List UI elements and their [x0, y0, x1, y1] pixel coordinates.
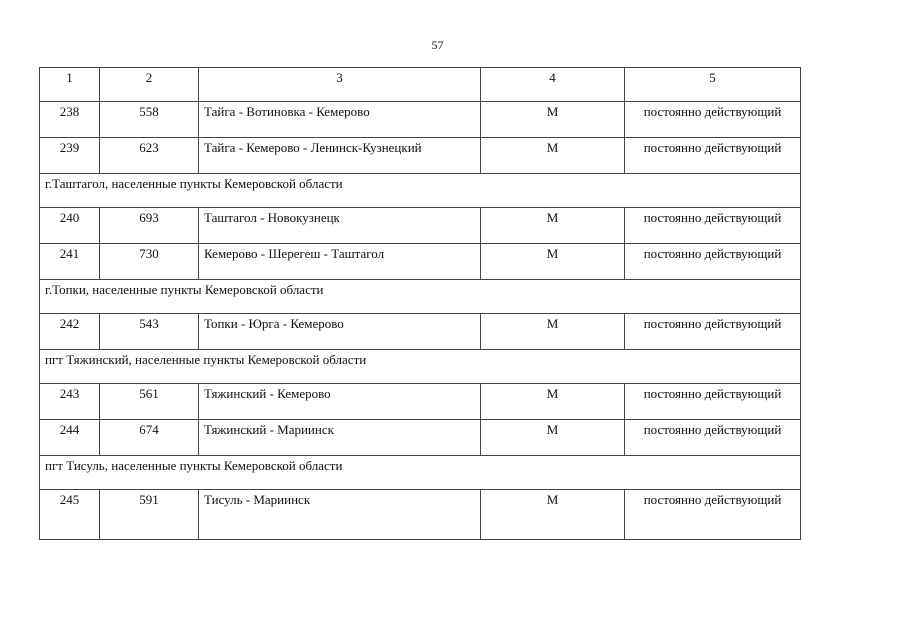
column-header: 4 — [481, 68, 625, 102]
route-class-cell: М — [481, 314, 625, 350]
route-code-cell: 730 — [100, 244, 199, 280]
section-title: пгт Тяжинский, населенные пункты Кемеровской области — [40, 350, 801, 384]
route-mode-cell: постоянно действующий — [625, 420, 801, 456]
route-class-cell: М — [481, 490, 625, 540]
table-header-row — [40, 68, 801, 102]
route-name-cell: Тисуль - Мариинск — [199, 490, 481, 540]
route-class-cell: М — [481, 102, 625, 138]
route-number-cell: 238 — [40, 102, 100, 138]
section-row — [40, 280, 801, 314]
routes-table-body — [40, 68, 801, 540]
route-class-cell: М — [481, 384, 625, 420]
route-number-cell: 240 — [40, 208, 100, 244]
column-header: 1 — [40, 68, 100, 102]
route-name-cell: Топки - Юрга - Кемерово — [199, 314, 481, 350]
route-number-cell: 244 — [40, 420, 100, 456]
section-row — [40, 174, 801, 208]
route-mode-cell: постоянно действующий — [625, 102, 801, 138]
section-row — [40, 456, 801, 490]
table-row — [40, 244, 801, 280]
table-row — [40, 490, 801, 540]
column-header: 2 — [100, 68, 199, 102]
route-number-cell: 242 — [40, 314, 100, 350]
route-mode-cell: постоянно действующий — [625, 490, 801, 540]
table-row — [40, 102, 801, 138]
route-code-cell: 543 — [100, 314, 199, 350]
route-number-cell: 243 — [40, 384, 100, 420]
route-class-cell: М — [481, 420, 625, 456]
route-class-cell: М — [481, 244, 625, 280]
route-name-cell: Кемерово - Шерегеш - Таштагол — [199, 244, 481, 280]
route-name-cell: Тайга - Кемерово - Ленинск-Кузнецкий — [199, 138, 481, 174]
route-mode-cell: постоянно действующий — [625, 384, 801, 420]
route-name-cell: Тяжинский - Кемерово — [199, 384, 481, 420]
route-name-cell: Тяжинский - Мариинск — [199, 420, 481, 456]
route-code-cell: 561 — [100, 384, 199, 420]
section-row — [40, 350, 801, 384]
route-mode-cell: постоянно действующий — [625, 208, 801, 244]
routes-table — [39, 67, 801, 540]
route-code-cell: 674 — [100, 420, 199, 456]
route-code-cell: 591 — [100, 490, 199, 540]
page-number: 57 — [431, 38, 444, 52]
route-code-cell: 693 — [100, 208, 199, 244]
route-number-cell: 245 — [40, 490, 100, 540]
route-name-cell: Тайга - Вотиновка - Кемерово — [199, 102, 481, 138]
table-row — [40, 138, 801, 174]
table-row — [40, 420, 801, 456]
route-class-cell: М — [481, 138, 625, 174]
route-mode-cell: постоянно действующий — [625, 314, 801, 350]
route-code-cell: 623 — [100, 138, 199, 174]
column-header: 5 — [625, 68, 801, 102]
route-name-cell: Таштагол - Новокузнецк — [199, 208, 481, 244]
table-row — [40, 208, 801, 244]
route-mode-cell: постоянно действующий — [625, 244, 801, 280]
section-title: г.Топки, населенные пункты Кемеровской области — [40, 280, 801, 314]
section-title: г.Таштагол, населенные пункты Кемеровской области — [40, 174, 801, 208]
route-number-cell: 241 — [40, 244, 100, 280]
table-row — [40, 314, 801, 350]
route-number-cell: 239 — [40, 138, 100, 174]
column-header: 3 — [199, 68, 481, 102]
table-row — [40, 384, 801, 420]
section-title: пгт Тисуль, населенные пункты Кемеровской области — [40, 456, 801, 490]
route-class-cell: М — [481, 208, 625, 244]
route-code-cell: 558 — [100, 102, 199, 138]
route-mode-cell: постоянно действующий — [625, 138, 801, 174]
